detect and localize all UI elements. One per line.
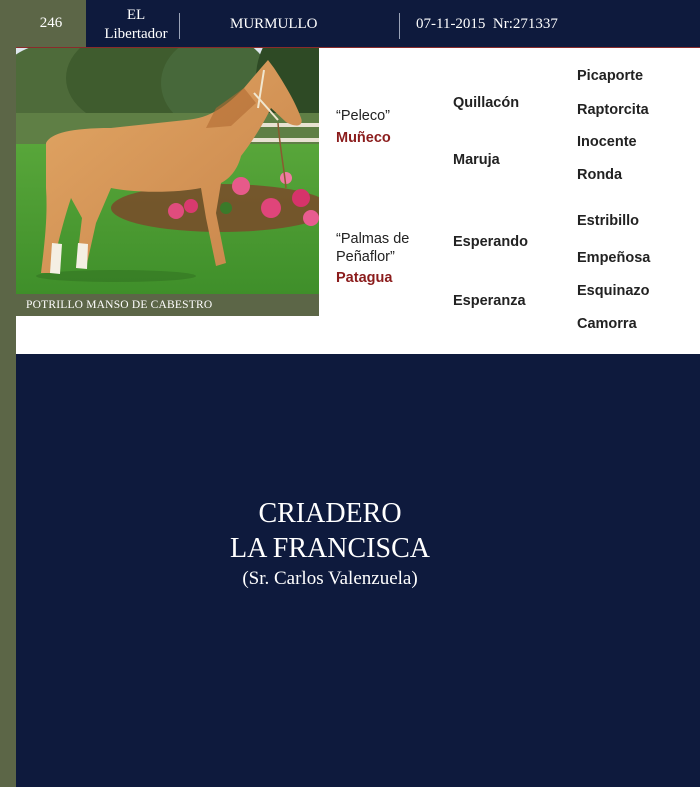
horse-photo <box>16 48 319 294</box>
date-registration: 07-11-2015 Nr:271337 <box>416 16 558 32</box>
gen3-item: Estribillo <box>577 213 640 229</box>
breeder-owner: (Sr. Carlos Valenzuela) <box>242 568 418 589</box>
sire-nickname: “Peleco” <box>336 108 390 124</box>
photo-caption: POTRILLO MANSO DE CABESTRO <box>16 294 319 316</box>
header-divider <box>399 13 400 39</box>
dam-nickname-line-2: Peñaflor” <box>336 249 395 265</box>
breeder-line-1: CRIADERO <box>258 498 402 529</box>
dam-sire: Esperando <box>453 234 528 250</box>
sire-sire: Quillacón <box>453 95 520 111</box>
pedigree-panel <box>16 48 700 354</box>
dam-nickname-line-1: “Palmas de <box>336 231 410 247</box>
left-accent-bar <box>0 0 16 787</box>
gen3-item: Inocente <box>577 134 637 150</box>
dam-dam: Esperanza <box>453 293 526 309</box>
sire-label-line-2: Libertador <box>104 26 168 42</box>
dam-name: Patagua <box>336 270 393 286</box>
gen3-item: Camorra <box>577 316 637 332</box>
sire-label <box>100 6 172 44</box>
breeder-line-2: LA FRANCISCA <box>230 533 430 564</box>
gen3-item: Picaporte <box>577 68 644 84</box>
gen3-item: Empeñosa <box>577 250 651 266</box>
gen3-item: Ronda <box>577 167 623 183</box>
dam-nickname <box>336 230 409 266</box>
horse-name: MURMULLO <box>230 16 318 32</box>
gen3-item: Esquinazo <box>577 283 650 299</box>
lot-number: 246 <box>16 0 86 47</box>
header-divider <box>179 13 180 39</box>
sire-dam: Maruja <box>453 152 500 168</box>
sire-name: Muñeco <box>336 130 391 146</box>
horse-image <box>16 48 319 294</box>
sire-label-line-1: EL <box>126 7 146 23</box>
header-bar <box>16 0 700 48</box>
gen3-item: Raptorcita <box>577 102 649 118</box>
